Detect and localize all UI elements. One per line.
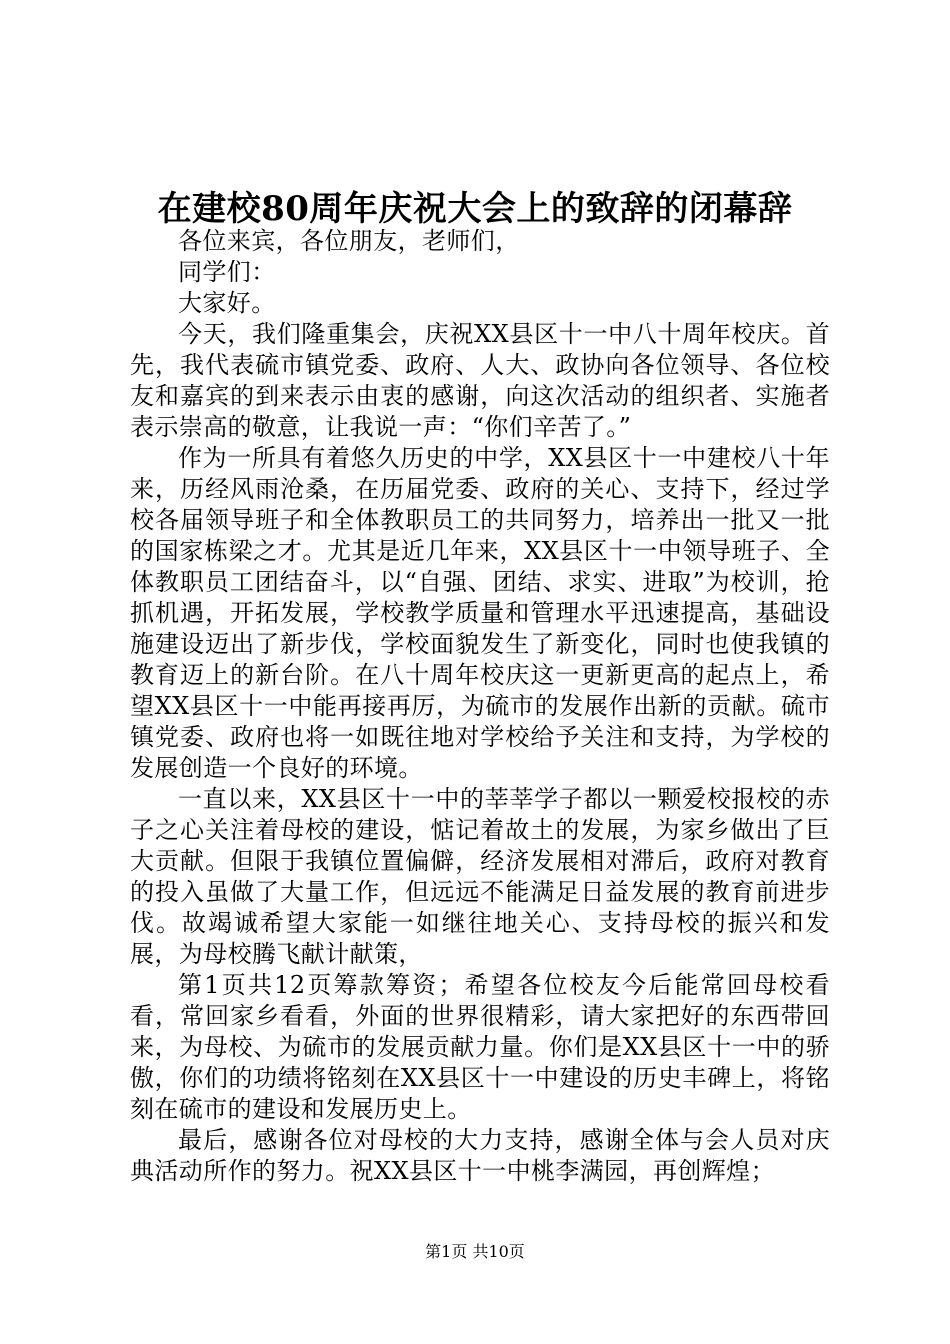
paragraph-history: 作为一所具有着悠久历史的中学，XX县区十一中建校八十年来，历经风雨沧桑，在历届党委、政府的关心、支持下，经过学校各届领导班子和全体教职员工的共同努力，培养出一批又一批的国家栋梁之才。尤其是近几年来，XX县区十一中领导班子、全体教职员工团结奋斗，以“自强、团结、求实、进取”为校训，抢抓机遇，开拓发展，学校教学质量和管理水平迅速提高，基础设施建设迈出了新步伐，学校面貌发生了新变化，同时也使我镇的教育迈上的新台阶。在八十周年校庆这一更新更高的起点上，希望XX县区十一中能再接再厉，为硫市的发展作出新的贡献。硫市镇党委、政府也将一如既往地对学校给予关注和支持，为学校的发展创造一个良好的环境。 xyxy=(130,444,830,782)
paragraph-alumni: 一直以来，XX县区十一中的莘莘学子都以一颗爱校报校的赤子之心关注着母校的建设，惦记着故土的发展，为家乡做出了巨大贡献。但限于我镇位置偏僻，经济发展相对滞后，政府对教育的投入虽做了大量工作，但远远不能满足日益发展的教育前进步伐。故竭诚希望大家能一如继往地关心、支持母校的振兴和发展，为母校腾飞献计献策， xyxy=(130,785,830,968)
paragraph-appeal: 第1页共12页筹款筹资；希望各位校友今后能常回母校看看，常回家乡看看，外面的世界很精彩，请大家把好的东西带回来，为母校、为硫市的发展贡献力量。你们是XX县区十一中的骄傲，你们的功绩将铭刻在XX县区十一中建设的历史丰碑上，将铭刻在硫市的建设和发展历史上。 xyxy=(130,971,830,1123)
paragraph-hello: 大家好。 xyxy=(178,289,276,317)
paragraph-closing: 最后，感谢各位对母校的大力支持，感谢全体与会人员对庆典活动所作的努力。祝XX县区十一中桃李满园，再创辉煌； xyxy=(130,1126,830,1185)
paragraph-opening: 今天，我们隆重集会，庆祝XX县区十一中八十周年校庆。首先，我代表硫市镇党委、政府、人大、政协向各位领导、各位校友和嘉宾的到来表示由衷的感谢，向这次活动的组织者、实施者表示崇高的敬意，让我说一声：“你们辛苦了。” xyxy=(130,320,830,441)
page-number-footer: 第1页 共10页 xyxy=(425,1242,525,1261)
document-title: 在建校80周年庆祝大会上的致辞的闭幕辞 xyxy=(157,189,793,229)
paragraph-greeting: 各位来宾，各位朋友，老师们， xyxy=(178,227,520,255)
paragraph-greeting-students: 同学们： xyxy=(178,258,276,286)
document-body xyxy=(130,226,830,1187)
